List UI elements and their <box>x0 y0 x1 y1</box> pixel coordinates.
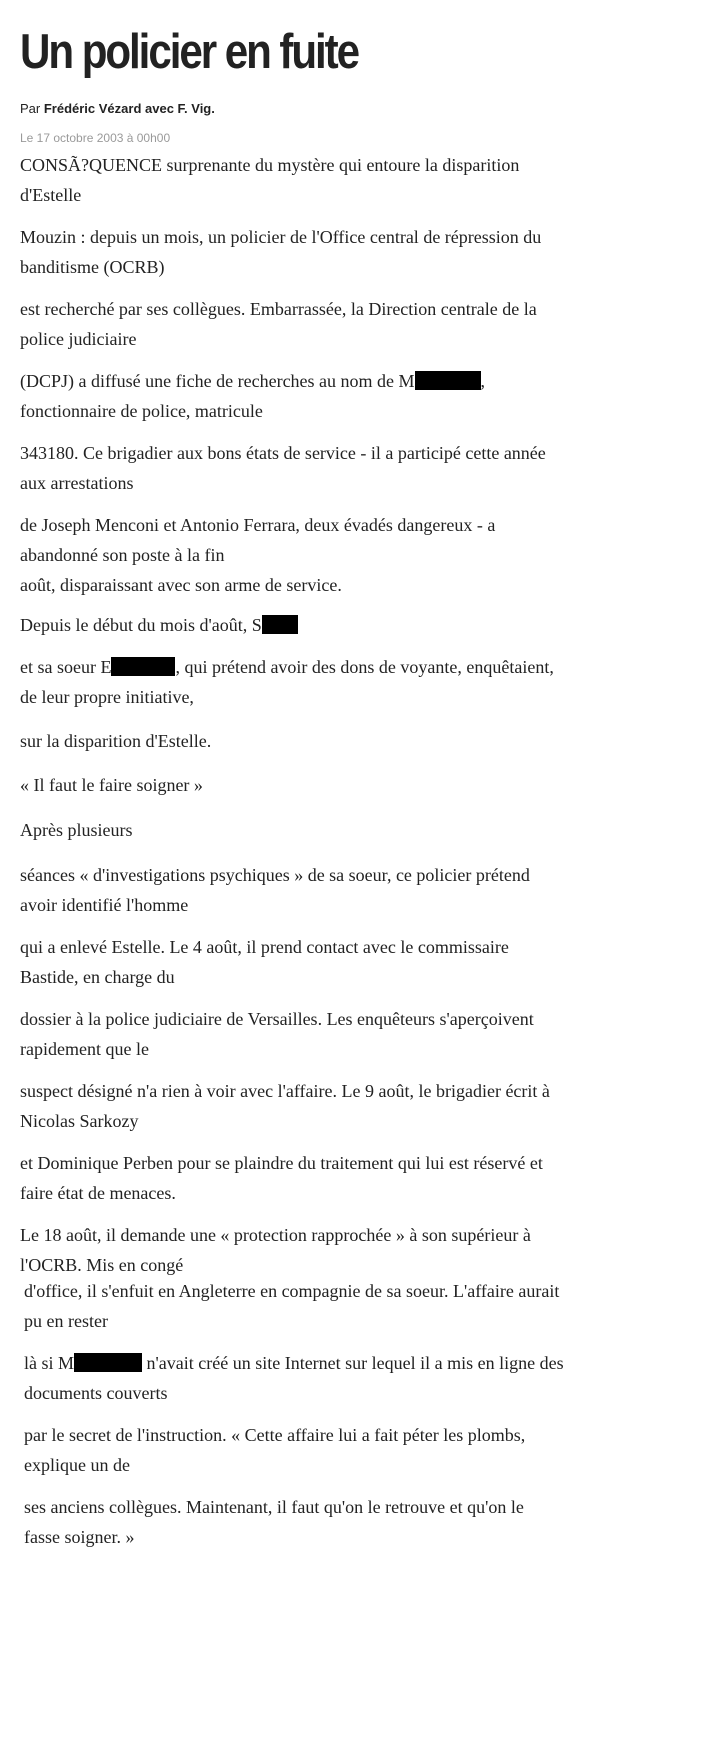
paragraph <box>20 1004 660 1064</box>
paragraph-line: Après plusieurs <box>20 820 133 840</box>
subheading <box>20 770 660 800</box>
paragraph-line: avoir identifié l'homme <box>20 895 189 915</box>
paragraph <box>20 1148 660 1208</box>
paragraph-line: dossier à la police judiciaire de Versailles. Les enquêteurs s'aperçoivent <box>20 1009 534 1029</box>
paragraph-line: Mouzin : depuis un mois, un policier de l'Office central de répression du <box>20 227 542 247</box>
paragraph-text: Depuis le début du mois d'août, S <box>20 615 262 635</box>
paragraph-line: faire état de menaces. <box>20 1183 176 1203</box>
paragraph-line: fasse soigner. » <box>24 1527 135 1547</box>
paragraph <box>20 726 660 756</box>
paragraph-line: banditisme (OCRB) <box>20 257 165 277</box>
paragraph-line: rapidement que le <box>20 1039 149 1059</box>
paragraph-line: de leur propre initiative, <box>20 687 194 707</box>
byline-prefix: Par <box>20 101 44 116</box>
paragraph <box>20 815 660 845</box>
paragraph-line: Le 18 août, il demande une « protection rapprochée » à son supérieur à <box>20 1225 531 1245</box>
paragraph-line: et Dominique Perben pour se plaindre du traitement qui lui est réservé et <box>20 1153 543 1173</box>
paragraph-text: et sa soeur E <box>20 657 112 677</box>
redaction-bar <box>111 657 175 676</box>
paragraph-line: est recherché par ses collègues. Embarrassée, la Direction centrale de la <box>20 299 537 319</box>
paragraph-line: Bastide, en charge du <box>20 967 175 987</box>
paragraph-line: l'OCRB. Mis en congé <box>20 1255 184 1275</box>
paragraph-line: explique un de <box>24 1455 130 1475</box>
redaction-bar <box>415 371 481 390</box>
paragraph-line: documents couverts <box>24 1383 168 1403</box>
paragraph-line: pu en rester <box>24 1311 108 1331</box>
paragraph-line: 343180. Ce brigadier aux bons états de service - il a participé cette année <box>20 443 546 463</box>
paragraph <box>24 1420 664 1480</box>
paragraph-line: d'Estelle <box>20 185 82 205</box>
redaction-bar <box>262 615 298 634</box>
paragraph <box>20 438 660 498</box>
paragraph-text: , <box>480 371 486 391</box>
paragraph-line: séances « d'investigations psychiques » de sa soeur, ce policier prétend <box>20 865 530 885</box>
publish-date: Le 17 octobre 2003 à 00h00 <box>20 131 171 145</box>
paragraph-line: Nicolas Sarkozy <box>20 1111 139 1131</box>
article-title: Un policier en fuite <box>20 25 359 79</box>
paragraph-line: abandonné son poste à la fin <box>20 545 225 565</box>
paragraph <box>20 610 660 640</box>
paragraph-line: sur la disparition d'Estelle. <box>20 731 212 751</box>
paragraph-text: là si M <box>24 1353 75 1373</box>
paragraph-line: ses anciens collègues. Maintenant, il faut qu'on le retrouve et qu'on le <box>24 1497 524 1517</box>
paragraph-line: suspect désigné n'a rien à voir avec l'affaire. Le 9 août, le brigadier écrit à <box>20 1081 550 1101</box>
paragraph <box>20 932 660 992</box>
paragraph-line: août, disparaissant avec son arme de service. <box>20 575 342 595</box>
redaction-bar <box>74 1353 142 1372</box>
paragraph-line: aux arrestations <box>20 473 134 493</box>
paragraph-line: « Il faut le faire soigner » <box>20 775 203 795</box>
paragraph <box>24 1348 664 1408</box>
paragraph-line: par le secret de l'instruction. « Cette affaire lui a fait péter les plombs, <box>24 1425 526 1445</box>
paragraph <box>20 1220 660 1280</box>
paragraph <box>20 1076 660 1136</box>
paragraph <box>20 150 660 210</box>
byline <box>20 100 215 118</box>
paragraph-line: CONSÃ?QUENCE surprenante du mystère qui entoure la disparition <box>20 155 520 175</box>
paragraph-line: de Joseph Menconi et Antonio Ferrara, deux évadés dangereux - a <box>20 515 496 535</box>
paragraph-text: , qui prétend avoir des dons de voyante, enquêtaient, <box>175 657 554 677</box>
paragraph-line: d'office, il s'enfuit en Angleterre en compagnie de sa soeur. L'affaire aurait <box>24 1281 560 1301</box>
paragraph <box>20 294 660 354</box>
paragraph-line: qui a enlevé Estelle. Le 4 août, il prend contact avec le commissaire <box>20 937 509 957</box>
paragraph <box>24 1492 664 1552</box>
paragraph <box>20 222 660 282</box>
paragraph <box>20 366 660 426</box>
paragraph <box>20 652 660 712</box>
byline-author[interactable]: Frédéric Vézard avec F. Vig. <box>43 101 215 116</box>
paragraph-text: n'avait créé un site Internet sur lequel il a mis en ligne des <box>142 1353 564 1373</box>
paragraph-line: fonctionnaire de police, matricule <box>20 401 263 421</box>
paragraph <box>20 860 660 920</box>
paragraph <box>24 1276 664 1336</box>
paragraph-text: (DCPJ) a diffusé une fiche de recherches au nom de M <box>20 371 415 391</box>
paragraph-line: police judiciaire <box>20 329 137 349</box>
paragraph <box>20 510 660 600</box>
